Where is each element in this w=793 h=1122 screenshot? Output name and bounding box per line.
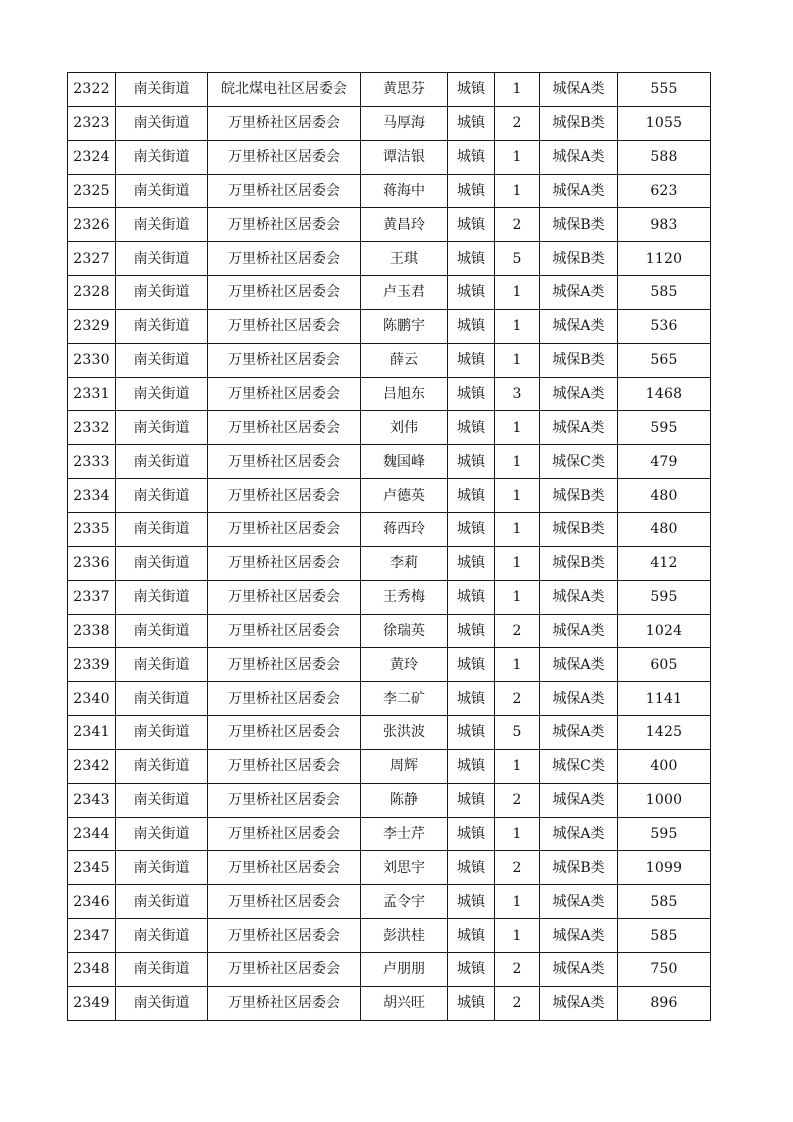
cell-street: 南关街道 — [116, 817, 208, 851]
cell-category: 城保A类 — [540, 986, 618, 1020]
cell-type: 城镇 — [448, 276, 495, 310]
cell-community: 万里桥社区居委会 — [208, 106, 361, 140]
cell-community: 万里桥社区居委会 — [208, 614, 361, 648]
cell-name: 李莉 — [361, 546, 448, 580]
cell-name: 陈鹏宇 — [361, 309, 448, 343]
cell-amount: 412 — [618, 546, 711, 580]
cell-name: 陈静 — [361, 783, 448, 817]
table-row — [68, 817, 711, 851]
cell-category: 城保B类 — [540, 343, 618, 377]
cell-name: 李二矿 — [361, 682, 448, 716]
cell-name: 刘伟 — [361, 411, 448, 445]
table-row — [68, 208, 711, 242]
table-row — [68, 377, 711, 411]
cell-category: 城保A类 — [540, 648, 618, 682]
cell-id: 2329 — [68, 309, 116, 343]
cell-count: 1 — [495, 445, 540, 479]
cell-id: 2349 — [68, 986, 116, 1020]
table-row — [68, 445, 711, 479]
cell-community: 万里桥社区居委会 — [208, 309, 361, 343]
cell-type: 城镇 — [448, 817, 495, 851]
cell-id: 2334 — [68, 479, 116, 513]
cell-id: 2326 — [68, 208, 116, 242]
cell-community: 万里桥社区居委会 — [208, 377, 361, 411]
table-row — [68, 783, 711, 817]
table-row — [68, 716, 711, 750]
cell-type: 城镇 — [448, 648, 495, 682]
cell-count: 1 — [495, 648, 540, 682]
cell-id: 2342 — [68, 749, 116, 783]
table-row — [68, 106, 711, 140]
cell-count: 1 — [495, 580, 540, 614]
cell-category: 城保A类 — [540, 140, 618, 174]
cell-type: 城镇 — [448, 174, 495, 208]
cell-amount: 595 — [618, 411, 711, 445]
table-row — [68, 919, 711, 953]
cell-count: 1 — [495, 276, 540, 310]
table-row — [68, 952, 711, 986]
cell-street: 南关街道 — [116, 276, 208, 310]
cell-id: 2332 — [68, 411, 116, 445]
cell-id: 2336 — [68, 546, 116, 580]
cell-category: 城保A类 — [540, 919, 618, 953]
cell-amount: 480 — [618, 479, 711, 513]
cell-category: 城保B类 — [540, 512, 618, 546]
cell-amount: 1141 — [618, 682, 711, 716]
cell-amount: 1024 — [618, 614, 711, 648]
cell-type: 城镇 — [448, 445, 495, 479]
cell-amount: 588 — [618, 140, 711, 174]
cell-community: 万里桥社区居委会 — [208, 648, 361, 682]
cell-name: 孟令宇 — [361, 885, 448, 919]
table-row — [68, 174, 711, 208]
cell-street: 南关街道 — [116, 140, 208, 174]
cell-count: 3 — [495, 377, 540, 411]
cell-community: 万里桥社区居委会 — [208, 817, 361, 851]
cell-id: 2330 — [68, 343, 116, 377]
cell-count: 2 — [495, 952, 540, 986]
table-row — [68, 986, 711, 1020]
table-row — [68, 851, 711, 885]
cell-category: 城保B类 — [540, 208, 618, 242]
cell-count: 2 — [495, 986, 540, 1020]
cell-id: 2343 — [68, 783, 116, 817]
cell-name: 周辉 — [361, 749, 448, 783]
cell-type: 城镇 — [448, 919, 495, 953]
cell-type: 城镇 — [448, 512, 495, 546]
cell-id: 2324 — [68, 140, 116, 174]
table-row — [68, 580, 711, 614]
cell-community: 万里桥社区居委会 — [208, 749, 361, 783]
table-row — [68, 242, 711, 276]
cell-id: 2338 — [68, 614, 116, 648]
cell-id: 2325 — [68, 174, 116, 208]
cell-type: 城镇 — [448, 242, 495, 276]
cell-count: 2 — [495, 682, 540, 716]
cell-name: 黄思芬 — [361, 73, 448, 107]
cell-category: 城保A类 — [540, 885, 618, 919]
cell-amount: 585 — [618, 919, 711, 953]
cell-community: 万里桥社区居委会 — [208, 682, 361, 716]
cell-id: 2347 — [68, 919, 116, 953]
cell-street: 南关街道 — [116, 343, 208, 377]
cell-category: 城保A类 — [540, 309, 618, 343]
cell-name: 王琪 — [361, 242, 448, 276]
cell-count: 5 — [495, 242, 540, 276]
cell-type: 城镇 — [448, 343, 495, 377]
cell-name: 卢朋朋 — [361, 952, 448, 986]
cell-category: 城保B类 — [540, 106, 618, 140]
cell-street: 南关街道 — [116, 580, 208, 614]
cell-category: 城保A类 — [540, 276, 618, 310]
cell-community: 万里桥社区居委会 — [208, 851, 361, 885]
cell-count: 1 — [495, 546, 540, 580]
cell-type: 城镇 — [448, 716, 495, 750]
cell-id: 2323 — [68, 106, 116, 140]
cell-name: 王秀梅 — [361, 580, 448, 614]
cell-amount: 1468 — [618, 377, 711, 411]
cell-id: 2346 — [68, 885, 116, 919]
cell-category: 城保A类 — [540, 716, 618, 750]
table-row — [68, 140, 711, 174]
cell-category: 城保A类 — [540, 952, 618, 986]
cell-street: 南关街道 — [116, 479, 208, 513]
cell-street: 南关街道 — [116, 377, 208, 411]
cell-amount: 1120 — [618, 242, 711, 276]
cell-count: 2 — [495, 783, 540, 817]
cell-count: 1 — [495, 885, 540, 919]
cell-category: 城保A类 — [540, 73, 618, 107]
cell-id: 2328 — [68, 276, 116, 310]
cell-street: 南关街道 — [116, 445, 208, 479]
cell-community: 万里桥社区居委会 — [208, 919, 361, 953]
cell-name: 吕旭东 — [361, 377, 448, 411]
cell-count: 1 — [495, 309, 540, 343]
cell-amount: 585 — [618, 885, 711, 919]
cell-type: 城镇 — [448, 479, 495, 513]
cell-type: 城镇 — [448, 377, 495, 411]
cell-category: 城保A类 — [540, 174, 618, 208]
cell-community: 万里桥社区居委会 — [208, 885, 361, 919]
cell-category: 城保A类 — [540, 377, 618, 411]
cell-count: 1 — [495, 512, 540, 546]
cell-name: 李士芹 — [361, 817, 448, 851]
cell-street: 南关街道 — [116, 783, 208, 817]
table-row — [68, 73, 711, 107]
table-row — [68, 309, 711, 343]
cell-category: 城保A类 — [540, 783, 618, 817]
cell-amount: 585 — [618, 276, 711, 310]
cell-count: 1 — [495, 411, 540, 445]
cell-name: 徐瑞英 — [361, 614, 448, 648]
cell-category: 城保B类 — [540, 851, 618, 885]
cell-count: 1 — [495, 749, 540, 783]
cell-type: 城镇 — [448, 749, 495, 783]
cell-street: 南关街道 — [116, 885, 208, 919]
cell-type: 城镇 — [448, 952, 495, 986]
cell-community: 万里桥社区居委会 — [208, 580, 361, 614]
table-row — [68, 749, 711, 783]
cell-street: 南关街道 — [116, 174, 208, 208]
cell-name: 胡兴旺 — [361, 986, 448, 1020]
cell-category: 城保C类 — [540, 445, 618, 479]
cell-id: 2335 — [68, 512, 116, 546]
cell-count: 1 — [495, 817, 540, 851]
cell-count: 2 — [495, 208, 540, 242]
cell-street: 南关街道 — [116, 716, 208, 750]
cell-type: 城镇 — [448, 73, 495, 107]
cell-name: 魏国峰 — [361, 445, 448, 479]
cell-type: 城镇 — [448, 885, 495, 919]
cell-amount: 400 — [618, 749, 711, 783]
cell-street: 南关街道 — [116, 682, 208, 716]
cell-id: 2340 — [68, 682, 116, 716]
table-row — [68, 276, 711, 310]
cell-count: 2 — [495, 106, 540, 140]
cell-name: 薛云 — [361, 343, 448, 377]
cell-community: 万里桥社区居委会 — [208, 174, 361, 208]
cell-amount: 896 — [618, 986, 711, 1020]
cell-category: 城保A类 — [540, 682, 618, 716]
cell-name: 黄昌玲 — [361, 208, 448, 242]
cell-amount: 750 — [618, 952, 711, 986]
cell-count: 1 — [495, 919, 540, 953]
cell-count: 2 — [495, 614, 540, 648]
table-row — [68, 411, 711, 445]
cell-community: 万里桥社区居委会 — [208, 140, 361, 174]
table-body — [68, 73, 711, 1021]
cell-community: 万里桥社区居委会 — [208, 986, 361, 1020]
cell-street: 南关街道 — [116, 952, 208, 986]
cell-amount: 1425 — [618, 716, 711, 750]
cell-amount: 536 — [618, 309, 711, 343]
cell-id: 2341 — [68, 716, 116, 750]
cell-amount: 1055 — [618, 106, 711, 140]
cell-type: 城镇 — [448, 614, 495, 648]
table-row — [68, 343, 711, 377]
cell-amount: 595 — [618, 580, 711, 614]
cell-category: 城保A类 — [540, 580, 618, 614]
cell-amount: 983 — [618, 208, 711, 242]
cell-type: 城镇 — [448, 783, 495, 817]
cell-street: 南关街道 — [116, 208, 208, 242]
cell-street: 南关街道 — [116, 749, 208, 783]
cell-street: 南关街道 — [116, 614, 208, 648]
table-row — [68, 682, 711, 716]
cell-amount: 480 — [618, 512, 711, 546]
cell-name: 卢德英 — [361, 479, 448, 513]
cell-street: 南关街道 — [116, 648, 208, 682]
cell-category: 城保C类 — [540, 749, 618, 783]
cell-community: 万里桥社区居委会 — [208, 208, 361, 242]
cell-count: 5 — [495, 716, 540, 750]
cell-category: 城保A类 — [540, 817, 618, 851]
cell-street: 南关街道 — [116, 919, 208, 953]
cell-type: 城镇 — [448, 580, 495, 614]
cell-amount: 605 — [618, 648, 711, 682]
cell-name: 刘思宇 — [361, 851, 448, 885]
cell-community: 万里桥社区居委会 — [208, 343, 361, 377]
cell-amount: 1000 — [618, 783, 711, 817]
cell-count: 2 — [495, 851, 540, 885]
cell-street: 南关街道 — [116, 242, 208, 276]
cell-type: 城镇 — [448, 106, 495, 140]
cell-category: 城保B类 — [540, 546, 618, 580]
cell-id: 2345 — [68, 851, 116, 885]
cell-type: 城镇 — [448, 140, 495, 174]
cell-amount: 595 — [618, 817, 711, 851]
cell-category: 城保B类 — [540, 479, 618, 513]
cell-count: 1 — [495, 479, 540, 513]
cell-street: 南关街道 — [116, 512, 208, 546]
cell-count: 1 — [495, 174, 540, 208]
cell-street: 南关街道 — [116, 73, 208, 107]
cell-community: 万里桥社区居委会 — [208, 546, 361, 580]
cell-name: 蒋海中 — [361, 174, 448, 208]
cell-count: 1 — [495, 343, 540, 377]
cell-type: 城镇 — [448, 208, 495, 242]
cell-street: 南关街道 — [116, 851, 208, 885]
table-row — [68, 648, 711, 682]
cell-type: 城镇 — [448, 986, 495, 1020]
table-row — [68, 614, 711, 648]
cell-amount: 479 — [618, 445, 711, 479]
cell-street: 南关街道 — [116, 986, 208, 1020]
cell-type: 城镇 — [448, 546, 495, 580]
cell-community: 万里桥社区居委会 — [208, 952, 361, 986]
cell-name: 蒋西玲 — [361, 512, 448, 546]
cell-id: 2333 — [68, 445, 116, 479]
cell-type: 城镇 — [448, 851, 495, 885]
cell-amount: 623 — [618, 174, 711, 208]
cell-name: 谭洁银 — [361, 140, 448, 174]
table-row — [68, 546, 711, 580]
cell-street: 南关街道 — [116, 546, 208, 580]
cell-name: 张洪波 — [361, 716, 448, 750]
table-row — [68, 479, 711, 513]
cell-category: 城保A类 — [540, 614, 618, 648]
cell-amount: 555 — [618, 73, 711, 107]
cell-id: 2327 — [68, 242, 116, 276]
cell-name: 彭洪桂 — [361, 919, 448, 953]
cell-id: 2348 — [68, 952, 116, 986]
cell-amount: 1099 — [618, 851, 711, 885]
cell-community: 万里桥社区居委会 — [208, 445, 361, 479]
cell-amount: 565 — [618, 343, 711, 377]
table-row — [68, 885, 711, 919]
cell-count: 1 — [495, 140, 540, 174]
cell-type: 城镇 — [448, 682, 495, 716]
cell-id: 2331 — [68, 377, 116, 411]
cell-type: 城镇 — [448, 309, 495, 343]
cell-community: 万里桥社区居委会 — [208, 783, 361, 817]
table-row — [68, 512, 711, 546]
cell-count: 1 — [495, 73, 540, 107]
cell-street: 南关街道 — [116, 309, 208, 343]
cell-community: 万里桥社区居委会 — [208, 512, 361, 546]
cell-id: 2322 — [68, 73, 116, 107]
cell-id: 2339 — [68, 648, 116, 682]
cell-community: 万里桥社区居委会 — [208, 716, 361, 750]
cell-category: 城保A类 — [540, 411, 618, 445]
cell-category: 城保B类 — [540, 242, 618, 276]
cell-street: 南关街道 — [116, 411, 208, 445]
cell-street: 南关街道 — [116, 106, 208, 140]
cell-id: 2344 — [68, 817, 116, 851]
cell-id: 2337 — [68, 580, 116, 614]
cell-community: 万里桥社区居委会 — [208, 242, 361, 276]
cell-name: 马厚海 — [361, 106, 448, 140]
cell-community: 万里桥社区居委会 — [208, 411, 361, 445]
cell-name: 卢玉君 — [361, 276, 448, 310]
cell-community: 万里桥社区居委会 — [208, 276, 361, 310]
cell-name: 黄玲 — [361, 648, 448, 682]
cell-community: 皖北煤电社区居委会 — [208, 73, 361, 107]
assistance-table — [67, 72, 711, 1021]
cell-community: 万里桥社区居委会 — [208, 479, 361, 513]
cell-type: 城镇 — [448, 411, 495, 445]
